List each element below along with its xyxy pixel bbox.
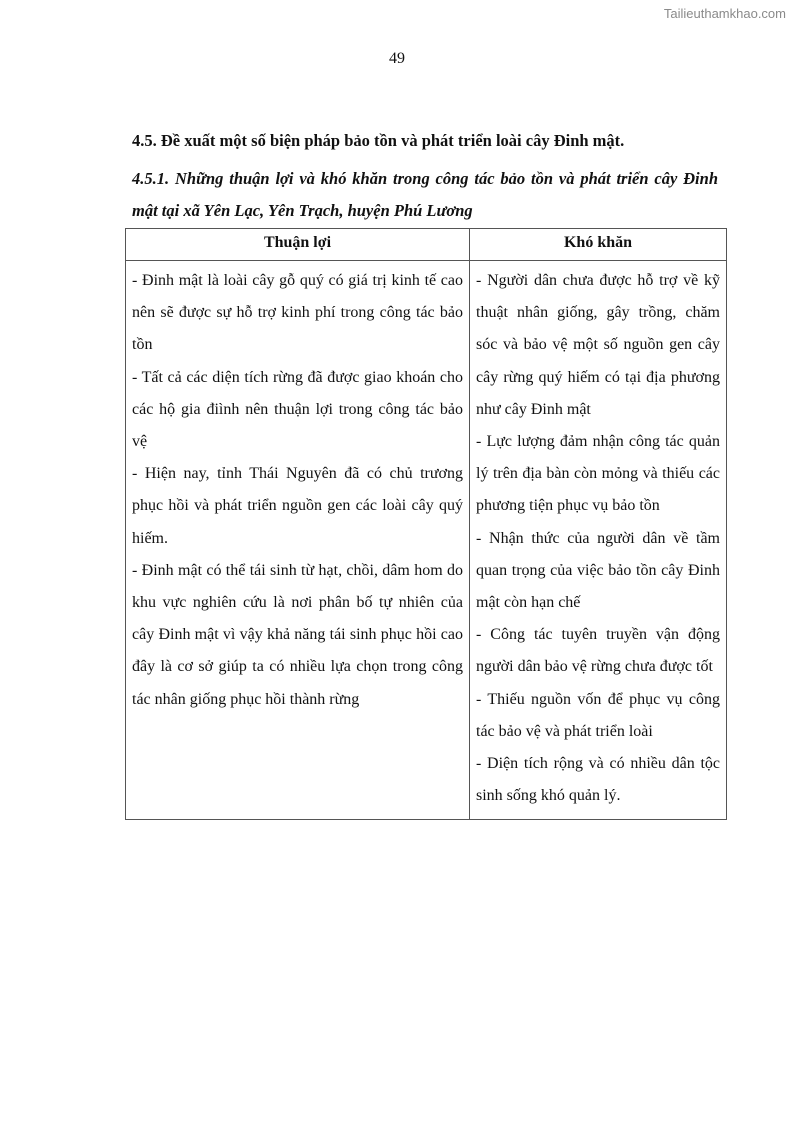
difficulty-item: - Lực lượng đảm nhận công tác quản lý trên địa bàn còn mỏng và thiếu các phương tiện phục vụ bảo tồn xyxy=(476,433,720,515)
difficulty-item: - Công tác tuyên truyền vận động người dân bảo vệ rừng chưa được tốt xyxy=(476,626,720,676)
table-header-row xyxy=(126,229,727,261)
difficulty-item: - Diện tích rộng và có nhiều dân tộc sinh sống khó quản lý. xyxy=(476,755,720,805)
advantage-item: - Hiện nay, tỉnh Thái Nguyên đã có chủ trương phục hồi và phát triển nguồn gen các loài cây quý hiếm. xyxy=(132,465,463,547)
watermark-text: Tailieuthamkhao.com xyxy=(663,6,786,21)
header-difficulties: Khó khăn xyxy=(470,229,727,261)
subsection-heading: 4.5.1. Những thuận lợi và khó khăn trong công tác bảo tồn và phát triển cây Đinh mật tại xã Yên Lạc, Yên Trạch, huyện Phú Lương xyxy=(132,169,718,220)
header-advantages: Thuận lợi xyxy=(126,229,470,261)
advantage-item: - Đinh mật là loài cây gỗ quý có giá trị kinh tế cao nên sẽ được sự hỗ trợ kinh phí trong công tác bảo tồn xyxy=(132,272,463,354)
difficulties-cell xyxy=(470,261,727,820)
advantages-difficulties-table xyxy=(125,228,727,820)
advantages-cell xyxy=(126,261,470,820)
advantage-item: - Đinh mật có thể tái sinh từ hạt, chồi, dâm hom do khu vực nghiên cứu là nơi phân bố tự nhiên của cây Đinh mật vì vậy khả năng tái sinh phục hồi cao đây là cơ sở giúp ta có nhiều lựa chọn trong công tác nhân giống phục hồi thành rừng xyxy=(132,561,463,708)
advantage-item: - Tất cả các diện tích rừng đã được giao khoán cho các hộ gia điình nên thuận lợi trong công tác bảo vệ xyxy=(132,368,463,451)
difficulty-item: - Nhận thức của người dân về tầm quan trọng của việc bảo tồn cây Đinh mật còn hạn chế xyxy=(476,529,720,612)
page-number: 49 xyxy=(389,50,405,67)
difficulty-item: - Người dân chưa được hỗ trợ về kỹ thuật nhân giống, gây trồng, chăm sóc và bảo vệ một số nguồn gen cây cây rừng quý hiếm có tại địa phương như cây Đinh mật xyxy=(476,272,720,418)
table-row xyxy=(126,261,727,820)
section-heading: 4.5. Đề xuất một số biện pháp bảo tồn và phát triển loài cây Đinh mật. xyxy=(132,131,625,150)
difficulty-item: - Thiếu nguồn vốn để phục vụ công tác bảo vệ và phát triển loài xyxy=(476,690,720,740)
